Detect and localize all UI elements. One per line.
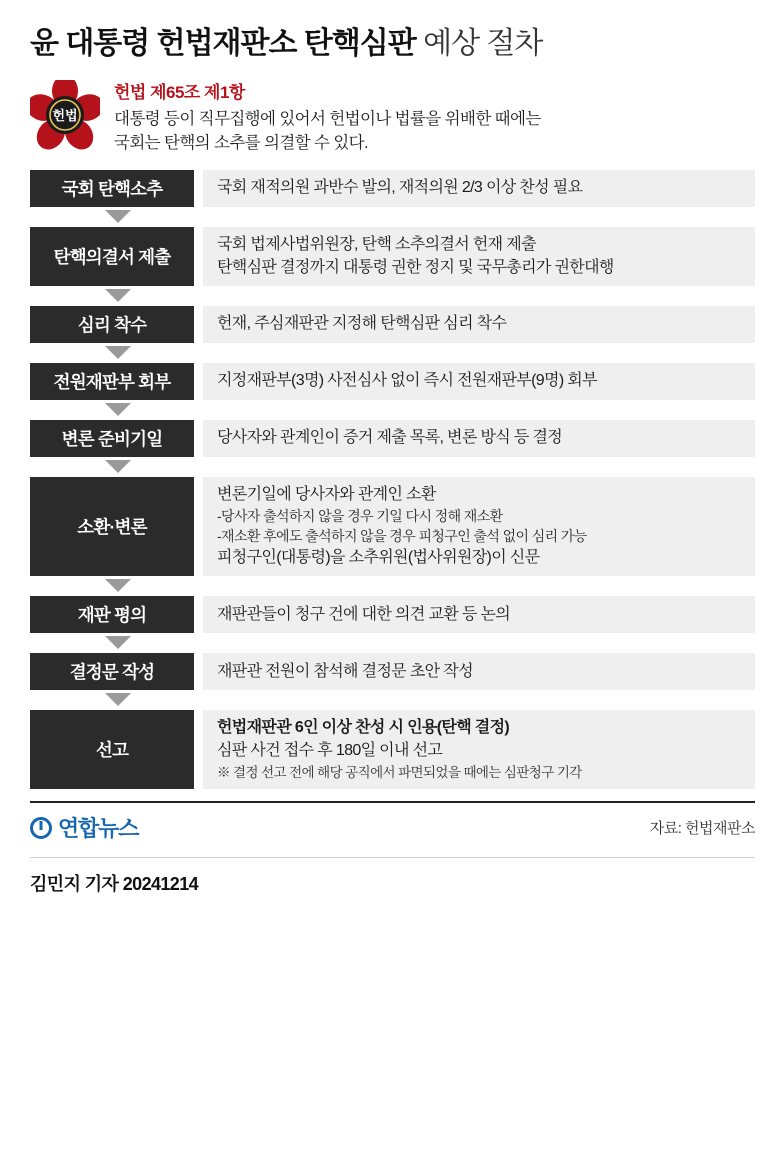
page-title xyxy=(0,0,779,72)
brand-name: 연합뉴스 xyxy=(58,816,139,842)
step-line: 심판 사건 접수 후 180일 이내 선고 xyxy=(217,742,443,760)
flow-arrow-icon xyxy=(30,690,755,710)
brand-logo xyxy=(30,812,138,843)
step-description xyxy=(203,306,755,343)
step-line: ※ 결정 선고 전에 해당 공직에서 파면되었을 때에는 심판청구 기각 xyxy=(217,764,582,780)
step-label: 재판 평의 xyxy=(30,596,194,633)
step-label: 선고 xyxy=(30,710,194,789)
law-body-line-1: 대통령 등이 직무집행에 있어서 헌법이나 법률을 위배한 때에는 xyxy=(114,110,541,128)
flow-step xyxy=(30,477,755,576)
flow-arrow-icon xyxy=(30,207,755,227)
flow-step xyxy=(30,596,755,633)
footer xyxy=(30,801,755,843)
step-description xyxy=(203,227,755,286)
svg-text:헌법: 헌법 xyxy=(52,108,78,123)
title-light: 예상 절차 xyxy=(415,27,543,60)
flow-step xyxy=(30,653,755,690)
step-description xyxy=(203,363,755,400)
byline: 김민지 기자 20241214 xyxy=(30,874,199,895)
flow-arrow-icon xyxy=(30,633,755,653)
step-line: 당사자와 관계인이 증거 제출 목록, 변론 방식 등 결정 xyxy=(217,429,563,447)
source-credit: 자료: 헌법재판소 xyxy=(649,820,755,838)
step-label: 전원재판부 회부 xyxy=(30,363,194,400)
step-line: 국회 법제사법위원장, 탄핵 소추의결서 헌재 제출 xyxy=(217,235,536,253)
step-line: 재판관 전원이 참석해 결정문 초안 작성 xyxy=(217,662,473,680)
flow-step xyxy=(30,420,755,457)
constitution-emblem-icon xyxy=(30,80,100,150)
law-body-line-2: 국회는 탄핵의 소추를 의결할 수 있다. xyxy=(114,133,368,152)
step-line: 재판관들이 청구 건에 대한 의견 교환 등 논의 xyxy=(217,605,511,623)
step-line: 지정재판부(3명) 사전심사 없이 즉시 전원재판부(9명) 회부 xyxy=(217,372,597,390)
step-line: 변론기일에 당사자와 관계인 소환 xyxy=(217,486,436,504)
step-line: 헌법재판관 6인 이상 찬성 시 인용(탄핵 결정) xyxy=(217,719,510,737)
flow-step xyxy=(30,710,755,789)
process-flow xyxy=(30,170,755,789)
byline-bar xyxy=(30,857,755,896)
flow-step xyxy=(30,363,755,400)
step-description xyxy=(203,653,755,690)
step-line: 탄핵심판 결정까지 대통령 권한 정지 및 국무총리가 권한대행 xyxy=(217,258,614,276)
flow-arrow-icon xyxy=(30,343,755,363)
step-label: 심리 착수 xyxy=(30,306,194,343)
step-label: 결정문 작성 xyxy=(30,653,194,690)
step-line: 헌재, 주심재판관 지정해 탄핵심판 심리 착수 xyxy=(217,315,507,333)
step-label: 국회 탄핵소추 xyxy=(30,170,194,207)
step-line: 국회 재적의원 과반수 발의, 재적의원 2/3 이상 찬성 필요 xyxy=(217,178,583,196)
step-description xyxy=(203,170,755,207)
step-label: 변론 준비기일 xyxy=(30,420,194,457)
step-description xyxy=(203,477,755,576)
flow-step xyxy=(30,227,755,286)
law-article-title: 헌법 제65조 제1항 xyxy=(114,83,245,102)
step-description xyxy=(203,710,755,789)
law-quote-block xyxy=(30,76,755,156)
step-line: 피청구인(대통령)을 소추위원(법사위원장)이 신문 xyxy=(217,548,540,566)
step-label: 소환·변론 xyxy=(30,477,194,576)
flow-arrow-icon xyxy=(30,286,755,306)
flow-arrow-icon xyxy=(30,457,755,477)
flow-arrow-icon xyxy=(30,400,755,420)
flow-arrow-icon xyxy=(30,576,755,596)
yonhap-logo-icon xyxy=(30,817,52,839)
step-line: -재소환 후에도 출석하지 않을 경우 피청구인 출석 없이 심리 가능 xyxy=(217,527,587,544)
step-description xyxy=(203,420,755,457)
flow-step xyxy=(30,170,755,207)
flow-step xyxy=(30,306,755,343)
step-line: -당사자 출석하지 않을 경우 기일 다시 정해 재소환 xyxy=(217,508,503,524)
step-label: 탄핵의결서 제출 xyxy=(30,227,194,286)
step-description xyxy=(203,596,755,633)
title-strong: 윤 대통령 헌법재판소 탄핵심판 xyxy=(30,27,416,60)
